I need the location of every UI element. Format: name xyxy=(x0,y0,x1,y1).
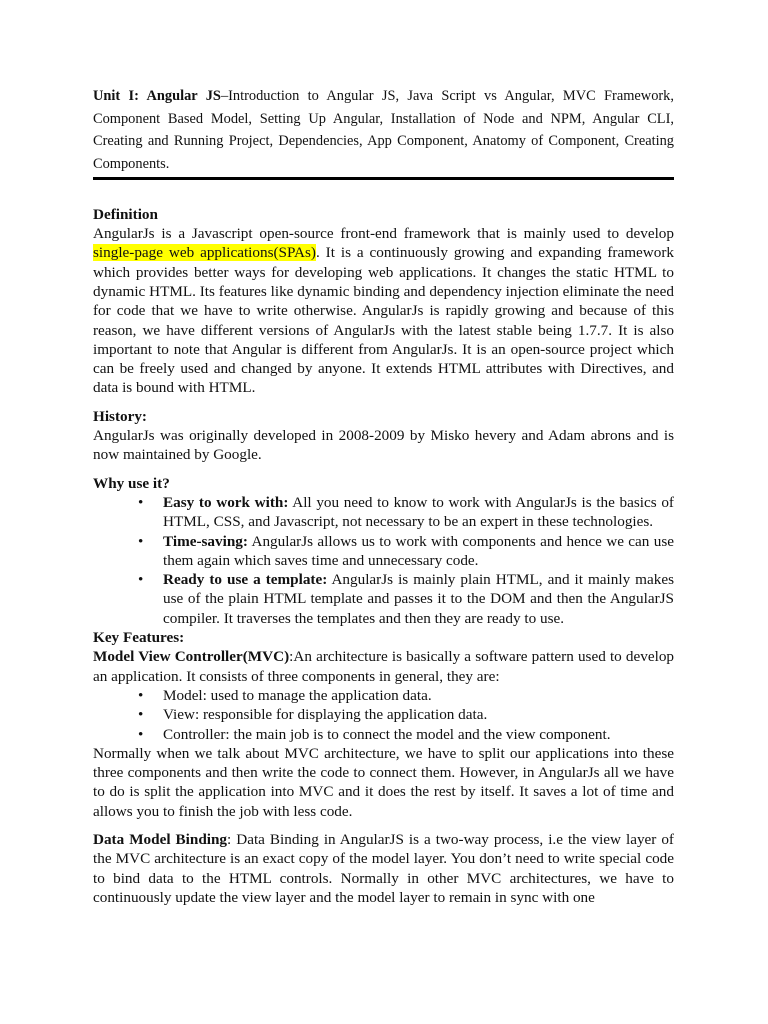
mvc-item-text: View: responsible for displaying the application data. xyxy=(163,706,488,724)
bullet-icon: • xyxy=(138,532,144,550)
mvc-paragraph xyxy=(93,647,674,686)
why-item-easy xyxy=(93,493,674,532)
mvc-term: Model View Controller(MVC) xyxy=(93,648,290,666)
mvc-list xyxy=(93,686,674,744)
why-list xyxy=(93,493,674,628)
definition-text-before: AngularJs is a Javascript open-source front-end framework that is mainly used to develop xyxy=(93,225,674,243)
bullet-icon: • xyxy=(138,493,144,511)
why-item-term: Ready to use a template: xyxy=(163,571,328,589)
bullet-icon: • xyxy=(138,706,144,724)
document-page xyxy=(93,85,674,907)
bullet-icon: • xyxy=(138,686,144,704)
why-item-text: AngularJs allows us to work with components and hence we can use them again which saves time and unnecessary code. xyxy=(163,532,674,569)
history-heading: History: xyxy=(93,407,147,425)
mvc-item-controller xyxy=(93,725,674,744)
mvc-text: :An architecture is basically a software pattern used to develop an application. It consists of three components in general, they are: xyxy=(93,648,675,685)
definition-heading: Definition xyxy=(93,205,158,223)
bullet-icon: • xyxy=(138,725,144,743)
mvc-item-model xyxy=(93,686,674,705)
unit-topics: –Introduction to Angular JS, Java Script vs Angular, MVC Framework, Component Based Model, Setting Up Angular, Installation of Node and NPM, Angular CLI, Creating and Running Project, Dependencies, App Component, Anatomy of Component, Creating Components. xyxy=(93,88,674,173)
binding-term: Data Model Binding xyxy=(93,831,228,849)
mvc-item-view xyxy=(93,705,674,724)
mvc-item-text: Controller: the main job is to connect the model and the view component. xyxy=(163,725,611,743)
mvc-after-paragraph: Normally when we talk about MVC architecture, we have to split our applications into these three components and then write the code to connect them. However, in AngularJs all we have to do is split the application into MVC and it does the rest by itself. It saves a lot of time and allows you to finish the job with less code. xyxy=(93,744,674,820)
definition-highlight: single-page web applications(SPAs) xyxy=(93,244,316,262)
why-item-text: All you need to know to work with AngularJs is the basics of HTML, CSS, and Javascript, not necessary to be an expert in these technologies. xyxy=(163,493,674,531)
binding-text: : Data Binding in AngularJS is a two-way process, i.e the view layer of the MVC architecture is an exact copy of the model layer. You don’t need to write special code to bind data to the HTML controls. Normally in other MVC architectures, we have to continuously update the view layer and the model layer to remain in sync with one xyxy=(93,831,674,906)
why-item-time xyxy=(93,532,674,571)
history-paragraph: AngularJs was originally developed in 2008-2009 by Misko hevery and Adam abrons and is now maintained by Google. xyxy=(93,427,674,464)
unit-label: Unit I: Angular JS xyxy=(93,88,221,104)
binding-paragraph xyxy=(93,830,674,907)
why-item-template xyxy=(93,570,674,628)
bullet-icon: • xyxy=(138,571,144,589)
mvc-item-text: Model: used to manage the application data. xyxy=(163,686,432,704)
definition-paragraph xyxy=(93,224,674,398)
why-item-term: Time-saving: xyxy=(163,532,248,550)
why-item-term: Easy to work with: xyxy=(163,493,289,511)
why-item-text: AngularJs is mainly plain HTML, and it mainly makes use of the plain HTML template and passes it to the DOM and then the AngularJS compiler. It traverses the templates and then they are ready to use. xyxy=(163,571,674,627)
definition-text-after: . It is a continuously growing and expanding framework which provides better ways for developing web applications. It changes the static HTML to dynamic HTML. Its features like dynamic binding and dependency injection eliminate the need for code that we have to write otherwise. AngularJs is rapidly growing and because of this reason, we have different versions of AngularJs with the latest stable being 1.7.7. It is also important to note that Angular is different from AngularJs. It is an open-source project which can be freely used and changed by anyone. It extends HTML attributes with Directives, and data is bound with HTML. xyxy=(93,244,674,397)
unit-heading xyxy=(93,85,674,176)
key-features-heading: Key Features: xyxy=(93,629,185,647)
why-heading: Why use it? xyxy=(93,474,170,492)
section-divider xyxy=(93,177,674,180)
